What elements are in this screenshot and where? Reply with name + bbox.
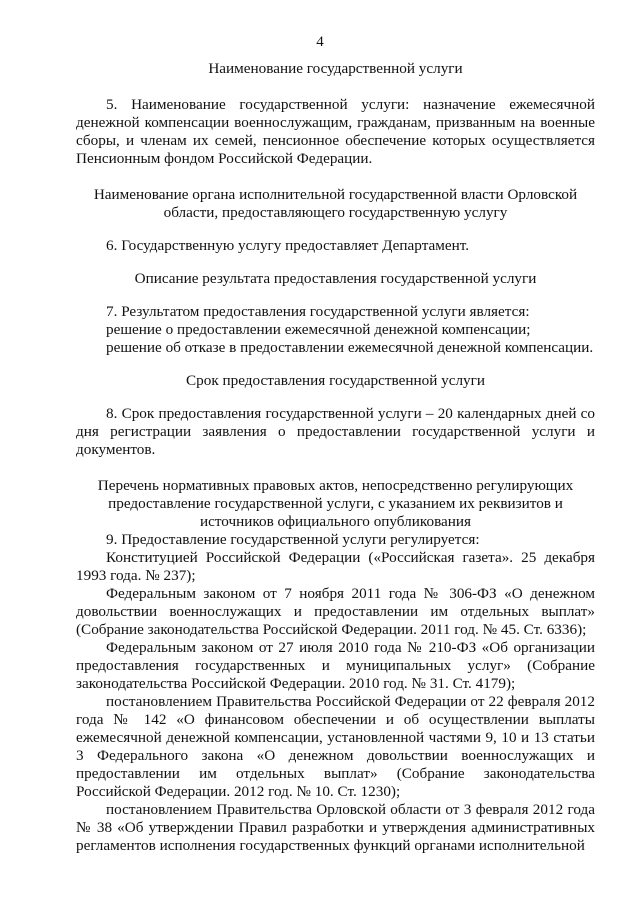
- page-number: 4: [316, 34, 324, 50]
- section-heading-line: Наименование органа исполнительной государственной власти Орловской: [93, 186, 578, 203]
- section-heading: Описание результата предоставления государственной услуги: [134, 270, 537, 287]
- paragraph-5: 5. Наименование государственной услуги: назначение ежемесячной денежной компенсации военнослужащим, гражданам, призванным на военные сборы, и членам их семей, пенсионное обеспечение которых осуществляется Пенсионным фондом Российской Федерации.: [76, 96, 595, 167]
- paragraph-8: 8. Срок предоставления государственной услуги – 20 календарных дней со дня регистрации заявления о предоставлении государственной услуги и документов.: [76, 405, 595, 458]
- list-item: решение об отказе в предоставлении ежемесячной денежной компенсации.: [106, 339, 594, 356]
- section-heading: Наименование государственной услуги: [208, 60, 463, 77]
- section-heading-line: предоставление государственной услуги, с указанием их реквизитов и: [108, 495, 563, 512]
- legal-act-item: постановлением Правительства Орловской области от 3 февраля 2012 года № 38 «Об утверждении Правил разработки и утверждения административных регламентов исполнения государственных функций органами исполнительной: [76, 801, 595, 854]
- legal-act-item: Федеральным законом от 27 июля 2010 года № 210-ФЗ «Об организации предоставления государственных и муниципальных услуг» (Собрание законодательства Российской Федерации. 2010 год. № 31. Ст. 4179);: [76, 639, 595, 692]
- legal-act-item: постановлением Правительства Российской Федерации от 22 февраля 2012 года № 142 «О финансовом обеспечении и об осуществлении выплаты ежемесячной денежной компенсации, установленной частями 9, 10 и 13 статьи 3 Федерального закона «О денежном довольствии военнослужащих и предоставлении им отдельных выплат» (Собрание законодательства Российской Федерации. 2012 год. № 10. Ст. 1230);: [76, 693, 595, 800]
- section-heading-line: области, предоставляющего государственную услугу: [163, 204, 508, 221]
- legal-act-item: Федеральным законом от 7 ноября 2011 года № 306-ФЗ «О денежном довольствии военнослужащих и предоставлении им отдельных выплат» (Собрание законодательства Российской Федерации. 2011 год. № 45. Ст. 6336);: [76, 585, 595, 638]
- paragraph-6: 6. Государственную услугу предоставляет Департамент.: [106, 237, 470, 254]
- paragraph-7: 7. Результатом предоставления государственной услуги является:: [106, 303, 530, 320]
- paragraph-9: 9. Предоставление государственной услуги регулируется:: [106, 531, 480, 548]
- list-item: решение о предоставлении ежемесячной денежной компенсации;: [106, 321, 531, 338]
- legal-act-item: Конституцией Российской Федерации («Российская газета». 25 декабря 1993 года. № 237);: [76, 549, 595, 584]
- section-heading-line: источников официального опубликования: [199, 513, 472, 530]
- document-body: [76, 60, 595, 855]
- section-heading: Срок предоставления государственной услуги: [186, 372, 485, 389]
- section-heading-line: Перечень нормативных правовых актов, непосредственно регулирующих: [97, 477, 574, 494]
